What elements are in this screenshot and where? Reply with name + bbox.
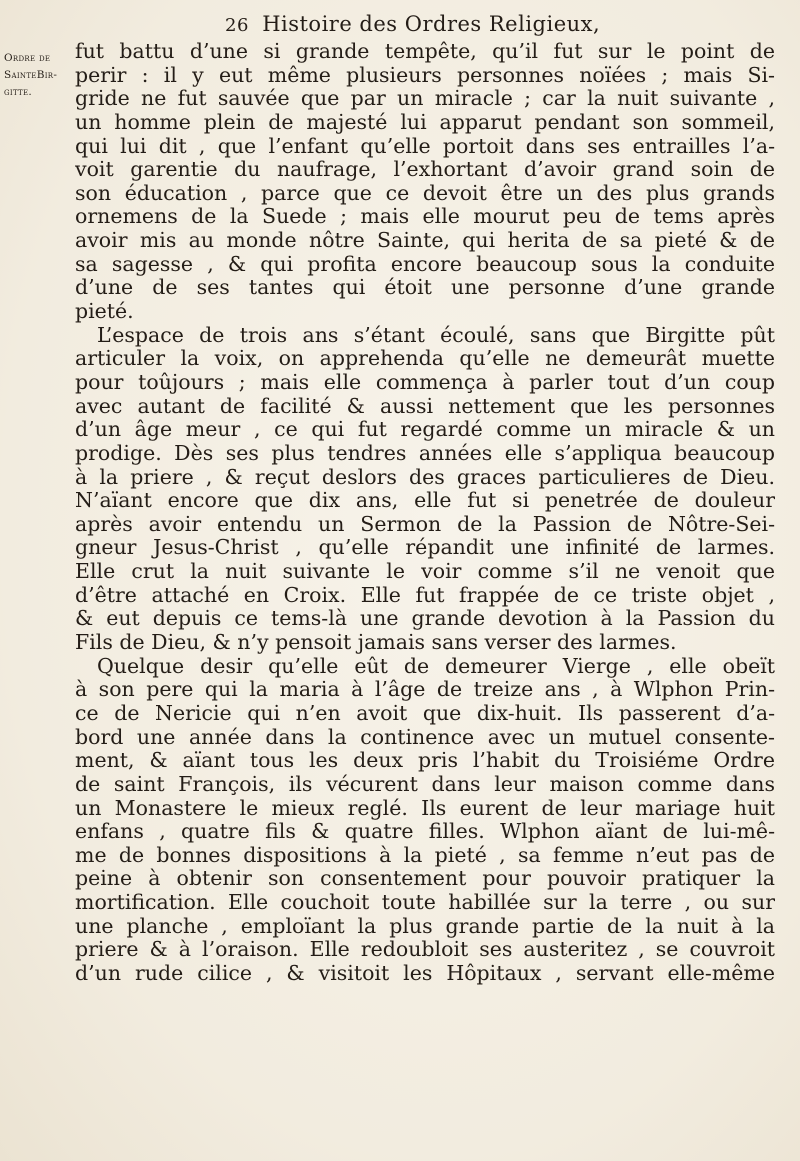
text-line: gride ne fut sauvée que par un miracle ; car la nuit suivante , bbox=[75, 87, 775, 111]
text-line: perir : il y eut même plusieurs personnes noïées ; mais Si- bbox=[75, 63, 775, 87]
margin-note-line: SainteBir- bbox=[4, 69, 58, 81]
margin-note-line: gitte. bbox=[4, 86, 33, 98]
text-line: gneur Jesus-Christ , qu’elle répandit une infinité de larmes. bbox=[75, 536, 775, 560]
text-line: à son pere qui la maria à l’âge de treize ans , à Wlphon Prin- bbox=[75, 678, 775, 702]
text-line: Fils de Dieu, & n’y pensoit jamais sans verser des larmes. bbox=[75, 631, 677, 655]
text-line: priere & à l’oraison. Elle redoubloit ses austeritez , se couvroit bbox=[75, 938, 775, 962]
text-line: pieté. bbox=[75, 300, 134, 324]
text-line: après avoir entendu un Sermon de la Passion de Nôtre-Sei- bbox=[75, 512, 775, 536]
text-line: qui lui dit , que l’enfant qu’elle portoit dans ses entrailles l’a- bbox=[75, 134, 775, 158]
margin-note bbox=[4, 50, 74, 101]
text-line: fut battu d’une si grande tempête, qu’il fut sur le point de bbox=[75, 40, 775, 63]
text-line: articuler la voix, on apprehenda qu’elle ne demeurât muette bbox=[75, 347, 775, 371]
text-line: me de bonnes dispositions à la pieté , sa femme n’eut pas de bbox=[75, 843, 775, 867]
text-line: ce de Nericie qui n’en avoit que dix-huit. Ils passerent d’a- bbox=[75, 701, 775, 725]
text-line: ornemens de la Suede ; mais elle mourut peu de tems après bbox=[75, 205, 775, 229]
running-header bbox=[225, 12, 785, 40]
text-line: avoir mis au monde nôtre Sainte, qui herita de sa pieté & de bbox=[75, 229, 775, 253]
text-line: son éducation , parce que ce devoit être un des plus grands bbox=[75, 181, 775, 205]
text-line: mortification. Elle couchoit toute habillée sur la terre , ou sur bbox=[75, 891, 775, 915]
text-line: pour toûjours ; mais elle commença à parler tout d’un coup bbox=[75, 370, 775, 394]
text-line: N’aïant encore que dix ans, elle fut si penetrée de douleur bbox=[75, 489, 775, 513]
text-line: d’être attaché en Croix. Elle fut frappée de ce triste objet , bbox=[75, 583, 775, 607]
page-number: 26 bbox=[225, 15, 249, 36]
text-line: de saint François, ils vécurent dans leur maison comme dans bbox=[75, 772, 775, 796]
text-line: une planche , emploïant la plus grande partie de la nuit à la bbox=[75, 914, 775, 938]
running-title: Histoire des Ordres Religieux, bbox=[262, 12, 601, 36]
text-line: prodige. Dès ses plus tendres années elle s’appliqua beaucoup bbox=[75, 441, 775, 465]
text-line: enfans , quatre fils & quatre filles. Wlphon aïant de lui-mê- bbox=[75, 820, 775, 844]
text-line: peine à obtenir son consentement pour pouvoir pratiquer la bbox=[75, 867, 775, 891]
text-line: un Monastere le mieux reglé. Ils eurent de leur mariage huit bbox=[75, 796, 775, 820]
text-line: d’un âge meur , ce qui fut regardé comme un miracle & un bbox=[75, 418, 775, 442]
text-line: à la priere , & reçut deslors des graces particulieres de Dieu. bbox=[75, 465, 775, 489]
text-line: bord une année dans la continence avec un mutuel consente- bbox=[75, 725, 775, 749]
text-line: d’une de ses tantes qui étoit une personne d’une grande bbox=[75, 276, 775, 300]
text-line: ment, & aïant tous les deux pris l’habit du Troisiéme Ordre bbox=[75, 749, 775, 773]
body-text bbox=[75, 40, 775, 986]
text-line: un homme plein de majesté lui apparut pendant son sommeil, bbox=[75, 110, 775, 134]
text-line: sa sagesse , & qui profita encore beaucoup sous la conduite bbox=[75, 252, 775, 276]
text-line: Elle crut la nuit suivante le voir comme s’il ne venoit que bbox=[75, 560, 775, 584]
paragraph-start: L’espace de trois ans s’étant écoulé, sans que Birgitte pût bbox=[97, 323, 775, 347]
paragraph-start: Quelque desir qu’elle eût de demeurer Vierge , elle obeït bbox=[97, 654, 775, 678]
text-line: avec autant de facilité & aussi nettement que les personnes bbox=[75, 394, 775, 418]
text-line: voit garentie du naufrage, l’exhortant d’avoir grand soin de bbox=[75, 158, 775, 182]
margin-note-line: Ordre de bbox=[4, 52, 51, 64]
text-line: d’un rude cilice , & visitoit les Hôpitaux , servant elle-même bbox=[75, 961, 775, 985]
text-line: & eut depuis ce tems-là une grande devotion à la Passion du bbox=[75, 607, 775, 631]
